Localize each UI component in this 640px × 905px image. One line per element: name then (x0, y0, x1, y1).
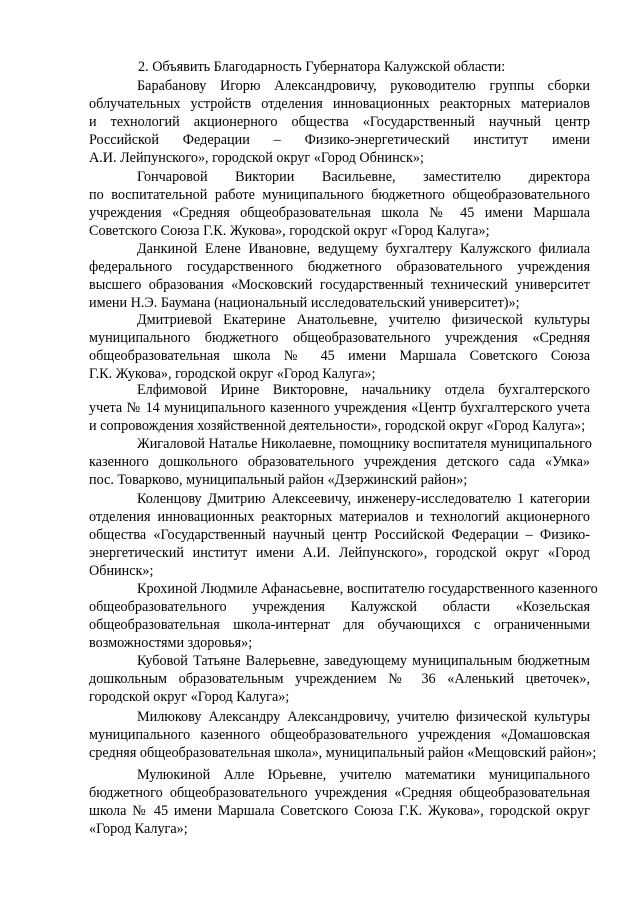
paragraph-line: Г.К. Жукова», городской округ «Город Калуга»; (89, 366, 376, 382)
paragraph-line: А.И. Лейпунского», городской округ «Город Обнинск»; (89, 150, 424, 166)
recipient-paragraph (89, 240, 590, 312)
recipient-paragraph (89, 435, 590, 489)
recipient-paragraph (89, 708, 597, 762)
paragraph-line: общеобразовательного учреждения Калужской области «Козельская (89, 599, 590, 615)
paragraph-line: Данкиной Елене Ивановне, ведущему бухгалтеру Калужского филиала (137, 241, 590, 257)
paragraph-line: учреждения «Средняя общеобразовательная школа № 45 имени Маршала (89, 205, 590, 221)
paragraph-line: Гончаровой Виктории Васильевне, заместителю директора (137, 169, 590, 185)
paragraph-line: Советского Союза Г.К. Жукова», городской округ «Город Калуга»; (89, 223, 490, 239)
paragraph-line: энергетический институт имени А.И. Лейпунского», городской округ «Город (89, 545, 590, 561)
paragraph-line: облучательных устройств отделения инновационных реакторных материалов (89, 96, 590, 112)
paragraph-line: и сопровождения хозяйственной деятельности», городской округ «Город Калуга»; (89, 418, 586, 434)
recipient-paragraph (89, 168, 590, 240)
paragraph-line: высшего образования «Московский государственный технический университет (89, 277, 590, 293)
paragraph-line: Мулюкиной Алле Юрьевне, учителю математики муниципального (137, 767, 590, 783)
paragraph-line: муниципального бюджетного общеобразовательного учреждения «Средняя (89, 330, 590, 346)
paragraph-line: по воспитательной работе муниципального бюджетного общеобразовательного (89, 187, 590, 203)
paragraph-line: Коленцову Дмитрию Алексеевичу, инженеру-исследователю 1 категории (137, 491, 590, 507)
section-heading: 2. Объявить Благодарность Губернатора Калужской области: (138, 59, 506, 75)
paragraph-line: городской округ «Город Калуга»; (89, 689, 290, 705)
paragraph-line: дошкольным образовательным учреждением № 36 «Аленький цветочек», (89, 671, 590, 687)
recipient-paragraph (89, 381, 590, 435)
paragraph-line: общеобразовательная школа-интернат для обучающихся с ограниченными (89, 617, 590, 633)
paragraph-line: Дмитриевой Екатерине Анатольевне, учителю физической культуры (137, 312, 590, 328)
paragraph-line: казенного дошкольного образовательного учреждения детского сада «Умка» (89, 454, 590, 470)
recipient-paragraph (89, 652, 590, 706)
paragraph-line: муниципального казенного общеобразовательного учреждения «Домашовская (89, 727, 590, 743)
paragraph-line: общеобразовательная школа № 45 имени Маршала Советского Союза (89, 348, 590, 364)
paragraph-line: Милюкову Александру Александровичу, учителю физической культуры (137, 709, 590, 725)
paragraph-line: отделения инновационных реакторных материалов и технологий акционерного (89, 509, 590, 525)
paragraph-line: общества «Государственный научный центр Российской Федерации – Физико- (89, 527, 590, 543)
paragraph-line: Барабанову Игорю Александровичу, руководителю группы сборки (137, 78, 590, 94)
paragraph-line: пос. Товарково, муниципальный район «Дзержинский район»; (89, 472, 468, 488)
paragraph-line: Обнинск»; (89, 563, 154, 579)
paragraph-line: имени Н.Э. Баумана (национальный исследовательский университет)»; (89, 295, 520, 311)
recipient-paragraph (89, 580, 598, 652)
recipient-paragraph (89, 311, 590, 383)
paragraph-line: «Город Калуга»; (89, 821, 188, 837)
paragraph-line: и технологий акционерного общества «Государственный научный центр (89, 114, 590, 130)
paragraph-line: возможностями здоровья»; (89, 635, 253, 651)
paragraph-line: федерального государственного бюджетного образовательного учреждения (89, 259, 590, 275)
paragraph-line: средняя общеобразовательная школа», муниципальный район «Мещовский район»; (89, 745, 597, 761)
recipient-paragraph (89, 490, 590, 580)
recipient-paragraph (89, 77, 590, 167)
paragraph-line: Жигаловой Наталье Николаевне, помощнику воспитателя муниципального (137, 436, 592, 452)
paragraph-line: учета № 14 муниципального казенного учреждения «Центр бухгалтерского учета (89, 400, 590, 416)
paragraph-line: Российской Федерации – Физико-энергетический институт имени (89, 132, 590, 148)
paragraph-line: бюджетного общеобразовательного учреждения «Средняя общеобразовательная (89, 785, 590, 801)
recipient-paragraph (89, 766, 590, 838)
paragraph-line: Кубовой Татьяне Валерьевне, заведующему муниципальным бюджетным (137, 653, 590, 669)
paragraph-line: школа № 45 имени Маршала Советского Союза Г.К. Жукова», городской округ (89, 803, 590, 819)
paragraph-line: Елфимовой Ирине Викторовне, начальнику отдела бухгалтерского (137, 382, 590, 398)
paragraph-line: Крохиной Людмиле Афанасьевне, воспитателю государственного казенного (137, 581, 598, 597)
